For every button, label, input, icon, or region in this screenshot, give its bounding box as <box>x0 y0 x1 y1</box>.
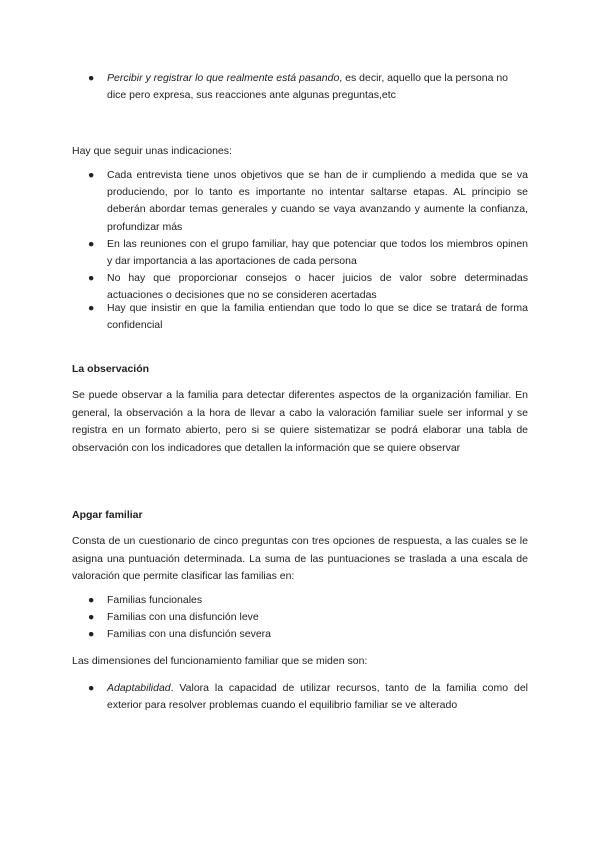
indication-item-1 <box>88 167 528 236</box>
family-type-item-1 <box>88 592 528 609</box>
indication-item-4 <box>88 300 528 334</box>
bullet-percibir-emph: Percibir y registrar lo que realmente está pasando <box>107 72 340 84</box>
bullet-dot: ● <box>88 72 95 84</box>
observacion-paragraph: Se puede observar a la familia para detectar diferentes aspectos de la organización familiar. En general, la observación a la hora de llevar a cabo la valoración familiar suele ser informal y se registra en un formato abierto, pero si se quiere sistematizar se podrá elaborar una tabla de observación con los indicadores que detallen la información que se quiere observar <box>72 389 528 454</box>
bullet-dot: ● <box>88 272 95 284</box>
dimension-text: . Valora la capacidad de utilizar recursos, tanto de la familia como del exterior para resolver problemas cuando el equilibrio familiar se ve alterado <box>107 682 528 712</box>
indications-intro: Hay que seguir unas indicaciones: <box>72 145 232 157</box>
bullet-dot: ● <box>88 611 95 623</box>
bullet-dot: ● <box>88 302 95 314</box>
indication-text-3: No hay que proporcionar consejos o hacer juicios de valor sobre determinadas actuaciones o decisiones que no se consideren acertadas <box>107 272 528 302</box>
dimension-term: Adaptabilidad <box>107 682 171 694</box>
section-heading-observacion: La observación <box>72 363 150 375</box>
bullet-percibir <box>88 70 528 104</box>
dimension-item-adaptabilidad <box>88 680 528 714</box>
family-type-text-1: Familias funcionales <box>107 594 203 606</box>
indication-item-2 <box>88 236 528 270</box>
bullet-dot: ● <box>88 169 95 181</box>
section-heading-apgar: Apgar familiar <box>72 509 143 521</box>
bullet-dot: ● <box>88 682 95 694</box>
dimensions-intro: Las dimensiones del funcionamiento familiar que se miden son: <box>72 655 368 667</box>
bullet-dot: ● <box>88 238 95 250</box>
indication-text-2: En las reuniones con el grupo familiar, hay que potenciar que todos los miembros opinen y dar importancia a las aportaciones de cada persona <box>107 238 528 268</box>
family-type-text-3: Familias con una disfunción severa <box>107 628 272 640</box>
bullet-dot: ● <box>88 628 95 640</box>
indication-text-1: Cada entrevista tiene unos objetivos que se han de ir cumpliendo a medida que se va produciendo, por lo tanto es importante no intentar saltarse etapas. AL principio se deberán abordar temas generales y cuando se vaya avanzando y aumente la confianza, profundizar más <box>107 169 528 233</box>
family-type-item-3 <box>88 626 528 643</box>
apgar-paragraph: Consta de un cuestionario de cinco preguntas con tres opciones de respuesta, a las cuales se le asigna una puntuación determinada. La suma de las puntuaciones se traslada a una escala de valoración que permite clasificar las familias en: <box>72 535 528 583</box>
indication-text-4: Hay que insistir en que la familia entiendan que todo lo que se dice se tratará de forma confidencial <box>107 302 528 332</box>
bullet-percibir-text: , es decir, aquello que la persona no dice pero expresa, sus reacciones ante algunas preguntas,etc <box>107 72 508 102</box>
bullet-dot: ● <box>88 594 95 606</box>
family-type-text-2: Familias con una disfunción leve <box>107 611 259 623</box>
family-type-item-2 <box>88 609 528 626</box>
